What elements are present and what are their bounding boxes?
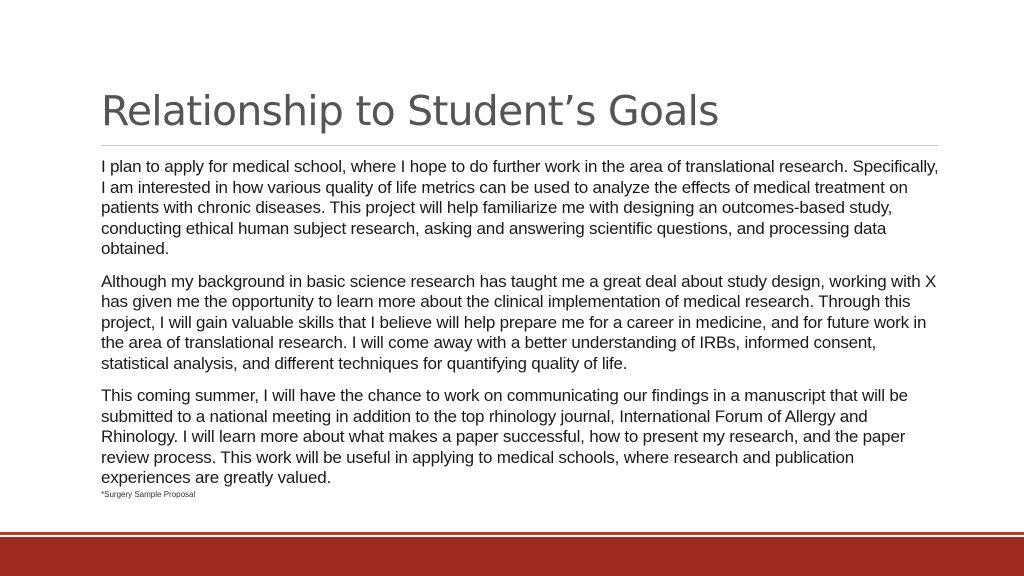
paragraph-background: Although my background in basic science research has taught me a great deal about study design, working with X has given me the opportunity to learn more about the clinical implementation of medical research. Through this project, I will gain valuable skills that I believe will help prepare me for a career in medicine, and for future work in the area of translational research. I will come away with a better understanding of IRBs, informed consent, statistical analysis, and different techniques for quantifying quality of life. xyxy=(101,271,937,373)
slide-title: Relationship to Student’s Goals xyxy=(101,87,719,135)
footer-accent-line xyxy=(0,532,1024,535)
paragraph-summer: This coming summer, I will have the chance to work on communicating our findings in a manuscript that will be submitted to a national meeting in addition to the top rhinology journal, International Forum of Allergy and Rhinology. I will learn more about what makes a paper successful, how to present my research, and the paper review process. This work will be useful in applying to medical schools, where research and publication experiences are greatly valued. xyxy=(101,386,908,487)
paragraph-goals: I plan to apply for medical school, where I hope to do further work in the area of translational research. Specifically, I am interested in how various quality of life metrics can be used to analyze the effects of medical treatment on patients with chronic diseases. This project will help familiarize me with designing an outcomes-based study, conducting ethical human subject research, asking and answering scientific questions, and processing data obtained. xyxy=(101,157,939,258)
footnote: *Surgery Sample Proposal xyxy=(101,489,196,499)
slide-body xyxy=(101,157,939,499)
title-divider xyxy=(101,145,938,146)
footer-bar xyxy=(0,537,1024,576)
